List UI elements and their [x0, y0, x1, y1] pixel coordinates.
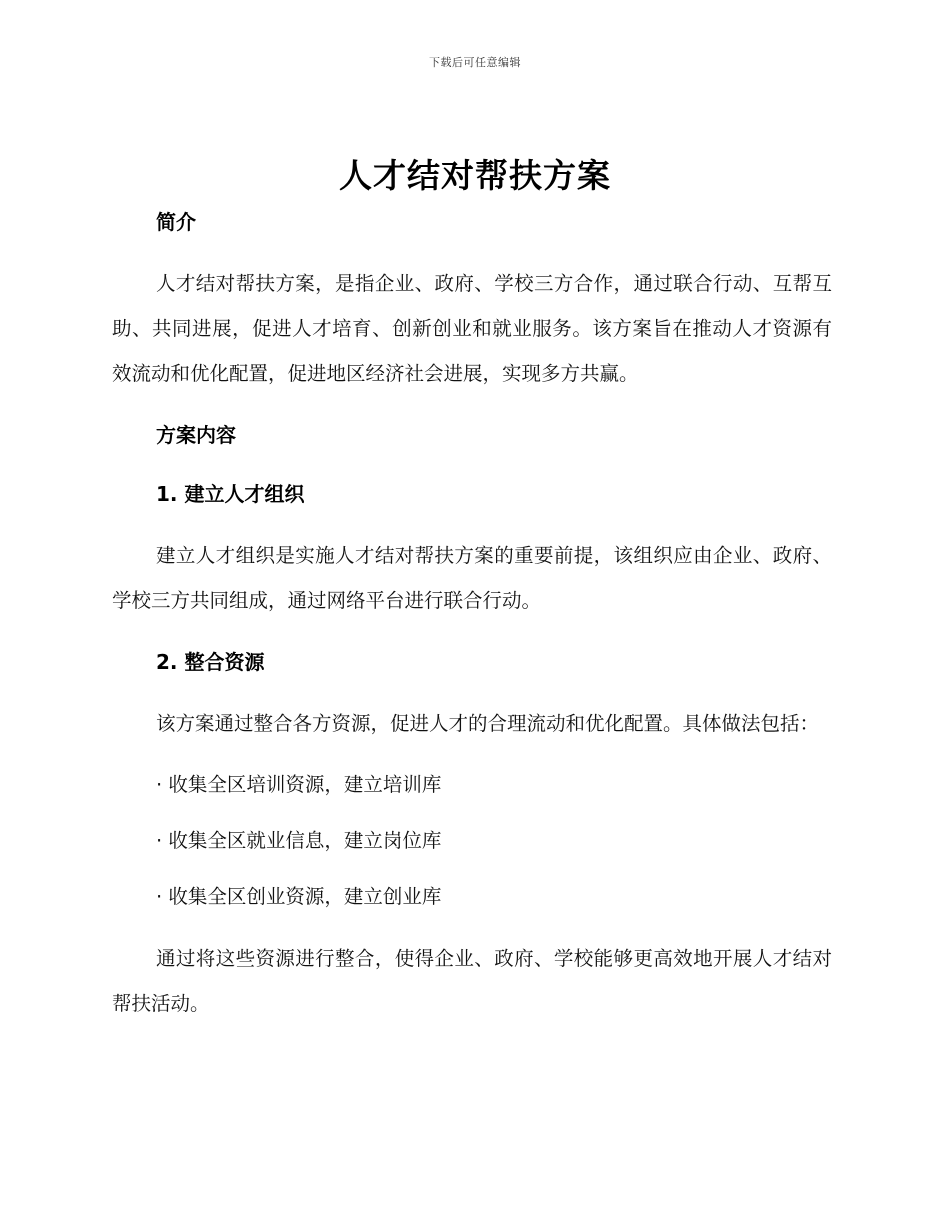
item1-heading: 1. 建立人才组织 [156, 482, 305, 506]
content-heading: 方案内容 [156, 423, 236, 447]
bullet-item: · 收集全区培训资源，建立培训库 [156, 773, 442, 796]
item1-paragraph: 建立人才组织是实施人才结对帮扶方案的重要前提，该组织应由企业、政府、学校三方共同组成，通过网络平台进行联合行动。 [112, 544, 832, 612]
intro-paragraph: 人才结对帮扶方案，是指企业、政府、学校三方合作，通过联合行动、互帮互助、共同进展，促进人才培育、创新创业和就业服务。该方案旨在推动人才资源有效流动和优化配置，促进地区经济社会进展，实现多方共赢。 [112, 272, 832, 385]
document-title: 人才结对帮扶方案 [339, 156, 611, 195]
bullet-item: · 收集全区创业资源，建立创业库 [156, 885, 442, 908]
closing-paragraph: 通过将这些资源进行整合，使得企业、政府、学校能够更高效地开展人才结对帮扶活动。 [112, 947, 832, 1015]
document-body [112, 205, 832, 1026]
item2-paragraph: 该方案通过整合各方资源，促进人才的合理流动和优化配置。具体做法包括： [156, 712, 820, 735]
bullet-item: · 收集全区就业信息，建立岗位库 [156, 829, 442, 852]
intro-heading: 简介 [156, 210, 196, 234]
item2-heading: 2. 整合资源 [156, 650, 265, 674]
header-note: 下载后可任意编辑 [429, 56, 521, 69]
